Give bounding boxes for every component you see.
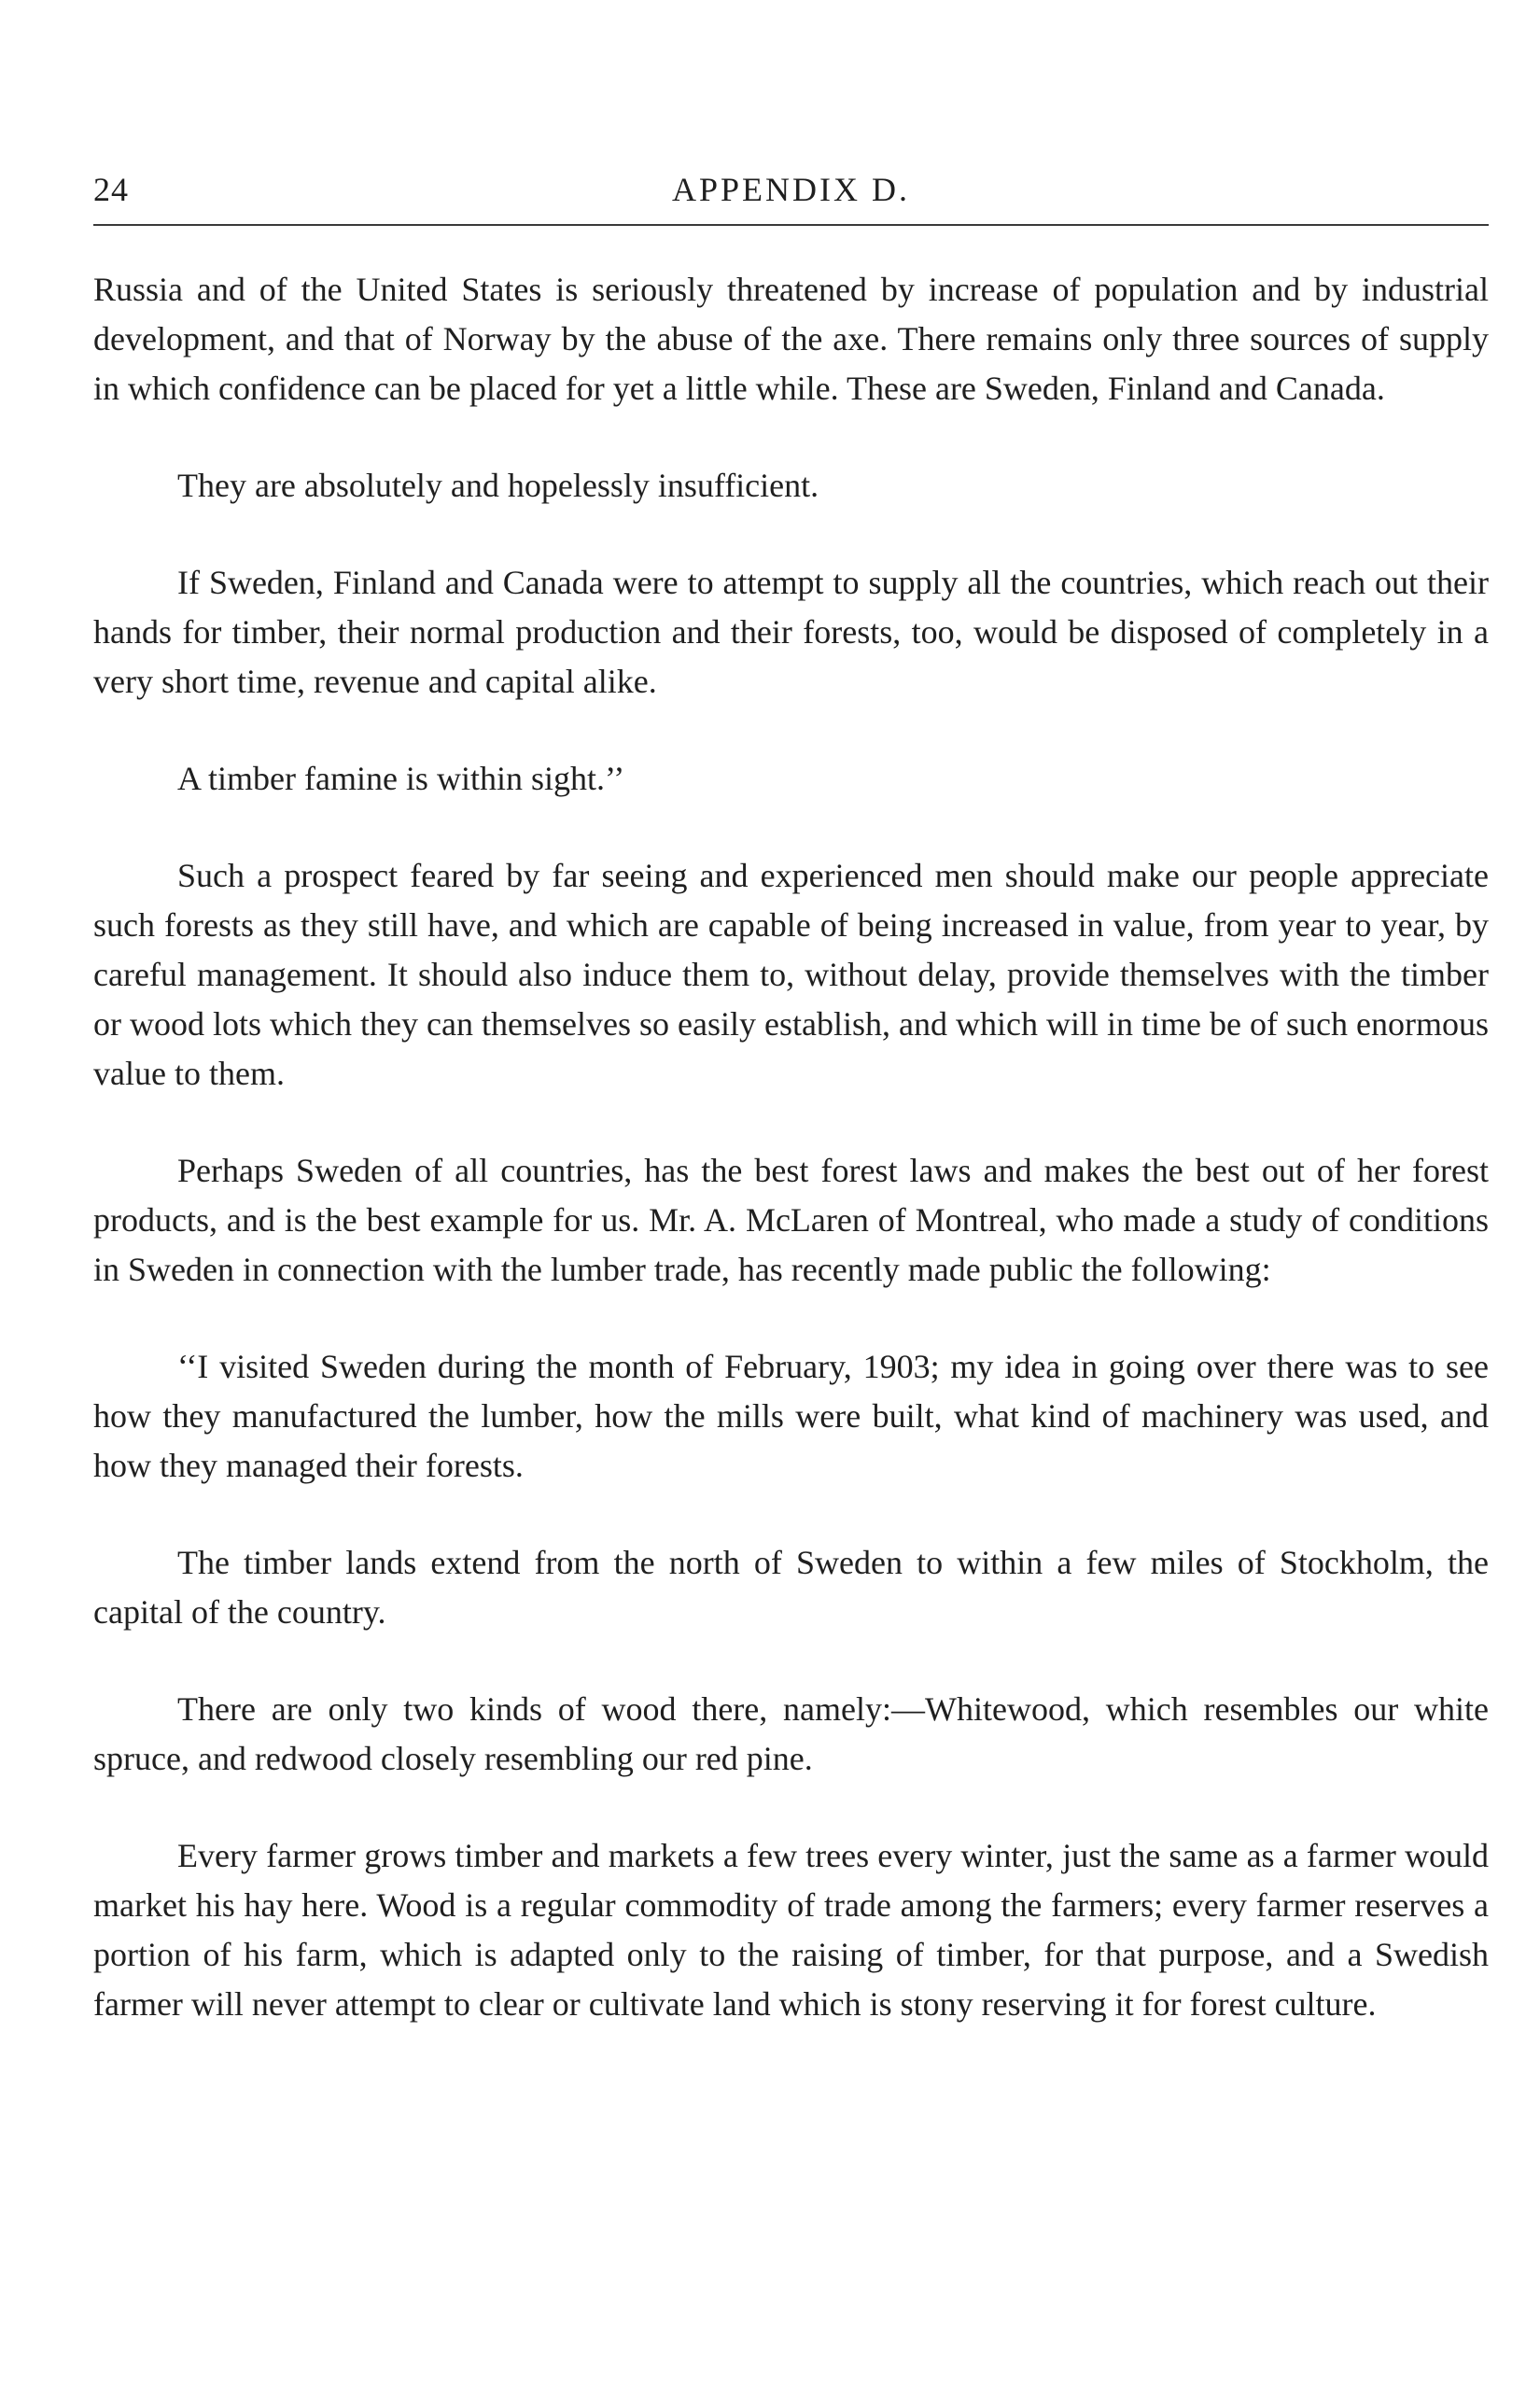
paragraph-continued: Russia and of the United States is seriously threatened by increase of population and by industrial development, and that of Norway by the abuse of the axe. There remains only three sources of supply in which confidence can be placed for yet a little while. These are Sweden, Finland and Canada. [93,271,1489,407]
paragraph: If Sweden, Finland and Canada were to attempt to supply all the countries, which reach out their hands for timber, their normal production and their forests, too, would be disposed of completely in a very short time, revenue and capital alike. [93,564,1489,700]
paragraph: The timber lands extend from the north of Sweden to within a few miles of Stockholm, the capital of the country. [93,1544,1489,1631]
paragraph: They are absolutely and hopelessly insufficient. [177,467,819,504]
body-text [93,265,1489,2029]
page-number: 24 [93,171,129,208]
paragraph: Every farmer grows timber and markets a few trees every winter, just the same as a farmer would market his hay here. Wood is a regular commodity of trade among the farmers; every farmer reserves a portion of his farm, which is adapted only to the raising of timber, for that purpose, and a Swedish farmer will never attempt to clear or cultivate land which is stony reserving it for forest culture. [93,1837,1489,2023]
paragraph: Perhaps Sweden of all countries, has the best forest laws and makes the best out of her forest products, and is the best example for us. Mr. A. McLaren of Montreal, who made a study of conditions in Sweden in connection with the lumber trade, has recently made public the following: [93,1152,1489,1288]
running-head: APPENDIX D. [671,171,910,208]
document-page [93,159,1489,2077]
paragraph: There are only two kinds of wood there, namely:—Whitewood, which resembles our white spruce, and redwood closely resembling our red pine. [93,1690,1489,1777]
paragraph: Such a prospect feared by far seeing and experienced men should make our people appreciate such forests as they still have, and which are capable of being increased in value, from year to year, by careful management. It should also induce them to, without delay, provide themselves with the timber or wood lots which they can themselves so easily establish, and which will in time be of such enormous value to them. [93,857,1489,1092]
paragraph: ‘‘I visited Sweden during the month of February, 1903; my idea in going over there was to see how they manufactured the lumber, how the mills were built, what kind of machinery was used, and how they managed their forests. [93,1348,1489,1484]
page-header [93,159,1489,226]
paragraph: A timber famine is within sight.’’ [177,760,625,797]
